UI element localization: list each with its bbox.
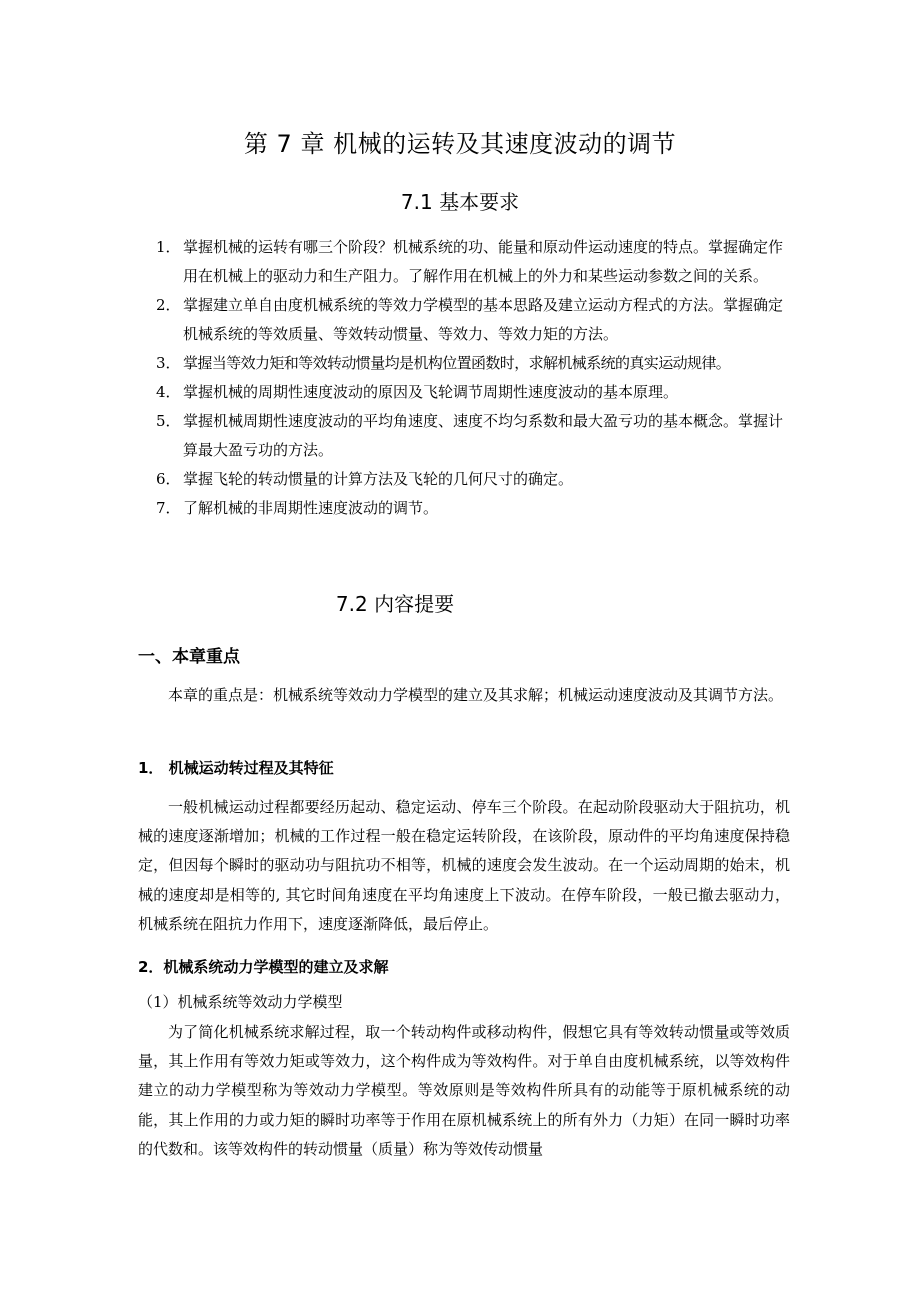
list-item-number: 3．	[156, 354, 181, 372]
list-item-text: 掌握机械的运转有哪三个阶段？机械系统的功、能量和原动件运动速度的特点。掌握确定作用在机械上的驱动力和生产阻力。了解作用在机械上的外力和某些运动参数之间的关系。	[183, 238, 784, 285]
list-item	[150, 233, 790, 291]
list-item	[150, 378, 790, 407]
list-item	[150, 465, 790, 494]
section-title-basic-requirements: 7.1 基本要求	[400, 190, 520, 214]
list-item-text: 掌握机械周期性速度波动的平均角速度、速度不均匀系数和最大盈亏功的基本概念。掌握计算最大盈亏功的方法。	[183, 412, 784, 459]
part-heading-key-points: 一、本章重点	[138, 647, 240, 667]
list-item-text: 掌握飞轮的转动惯量的计算方法及飞轮的几何尺寸的确定。	[183, 470, 574, 488]
list-item-number: 1．	[156, 238, 181, 256]
list-item-number: 6．	[156, 470, 181, 488]
equivalent-model-paragraph: 为了简化机械系统求解过程，取一个转动构件或移动构件，假想它具有等效转动惯量或等效质量，其上作用有等效力矩或等效力，这个构件成为等效构件。对于单自由度机械系统，以等效构件建立的动力学模型称为等效动力学模型。等效原则是等效构件所具有的动能等于原机械系统的动能，其上作用的力或力矩的瞬时功率等于作用在原机械系统上的所有外力（力矩）在同一瞬时功率的代数和。该等效构件的转动惯量（质量）称为等效传动惯量	[138, 1023, 790, 1158]
topic-heading-dynamic-model: 2．机械系统动力学模型的建立及求解	[138, 958, 389, 976]
list-item-text: 了解机械的非周期性速度波动的调节。	[183, 499, 439, 517]
list-item-number: 4．	[156, 383, 181, 401]
motion-process-paragraph: 一般机械运动过程都要经历起动、稳定运动、停车三个阶段。在起动阶段驱动大于阻抗功，机械的速度逐渐增加；机械的工作过程一般在稳定运转阶段，在该阶段，原动件的平均角速度保持稳定，但因每个瞬时的驱动功与阻抗功不相等，机械的速度会发生波动。在一个运动周期的始末，机械的速度却是相等的, 其它时间角速度在平均角速度上下波动。在停车阶段，一般已撤去驱动力，机械系统在阻抗力作用下，速度逐渐降低，最后停止。	[138, 798, 790, 933]
key-points-paragraph: 本章的重点是：机械系统等效动力学模型的建立及其求解；机械运动速度波动及其调节方法。	[168, 686, 784, 704]
list-item-number: 2．	[156, 296, 181, 314]
list-item	[150, 349, 790, 378]
list-item	[150, 291, 790, 349]
topic-heading-motion-process: 1． 机械运动转过程及其特征	[138, 759, 334, 777]
list-item	[150, 494, 790, 523]
list-item-text: 掌握当等效力矩和等效转动惯量均是机构位置函数时，求解机械系统的真实运动规律。	[183, 354, 731, 372]
sub-heading-equivalent-model: （1）机械系统等效动力学模型	[138, 993, 343, 1011]
list-item-number: 7．	[156, 499, 181, 517]
list-item-text: 掌握建立单自由度机械系统的等效力学模型的基本思路及建立运动方程式的方法。掌握确定机械系统的等效质量、等效转动惯量、等效力、等效力矩的方法。	[183, 296, 784, 343]
list-item-number: 5．	[156, 412, 181, 430]
chapter-title: 第 7 章 机械的运转及其速度波动的调节	[243, 130, 677, 158]
list-item	[150, 407, 790, 465]
list-item-text: 掌握机械的周期性速度波动的原因及飞轮调节周期性速度波动的基本原理。	[183, 383, 679, 401]
requirements-list	[150, 233, 790, 523]
section-title-content-summary: 7.2 内容提要	[335, 592, 455, 616]
